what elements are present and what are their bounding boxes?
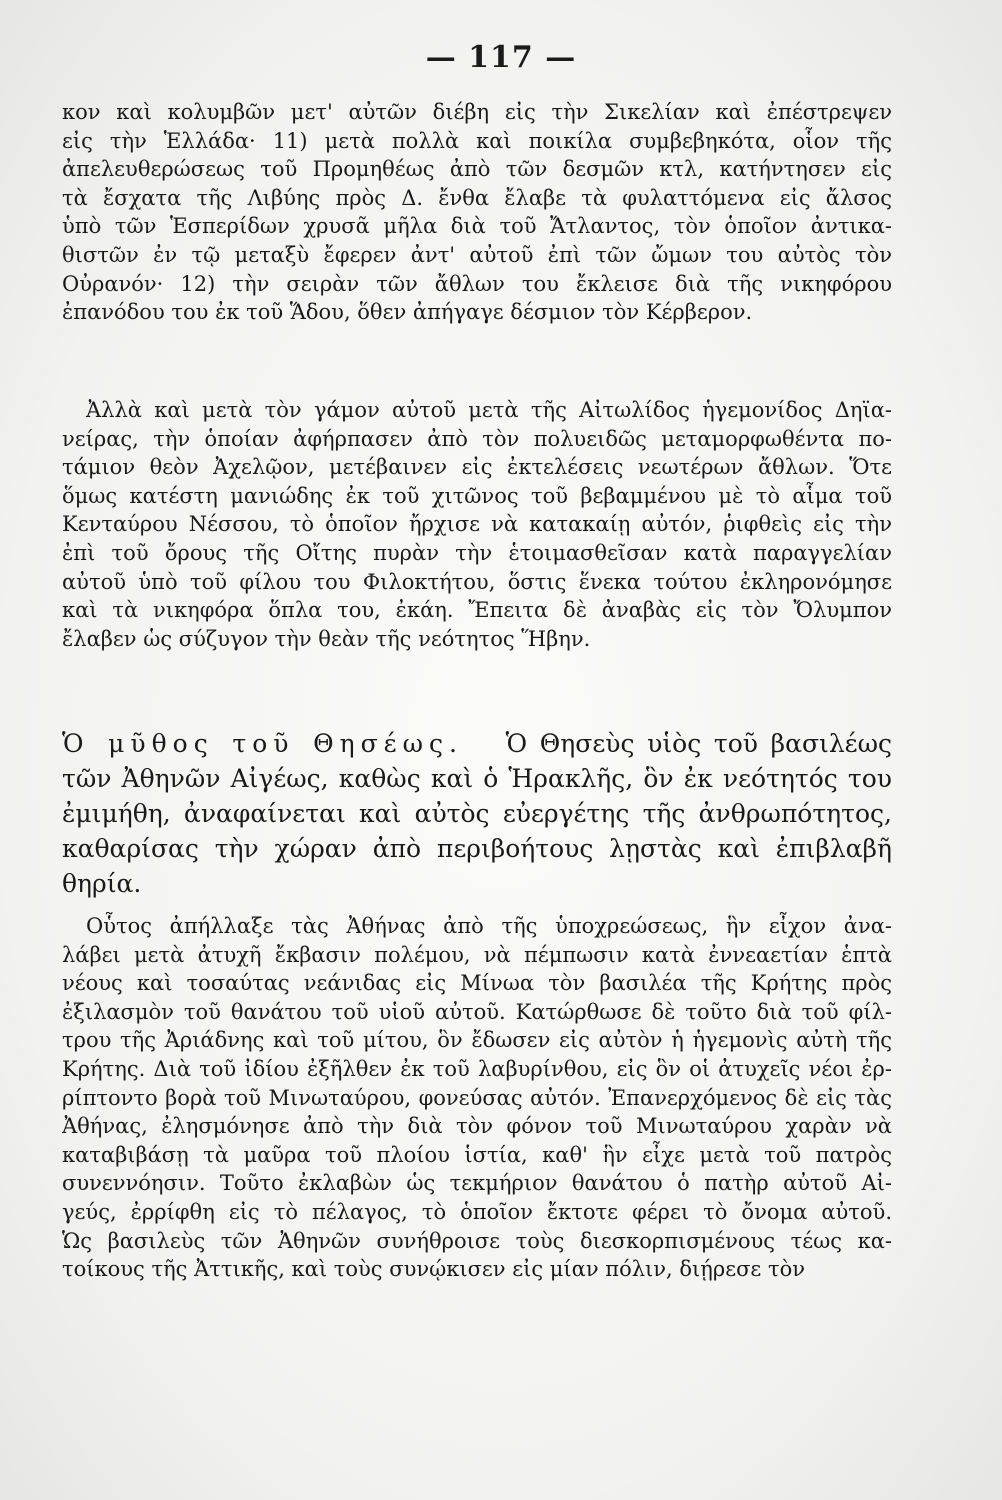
paragraph-heracles-labors	[62, 98, 892, 327]
section-line: καθαρίσας τὴν χώραν ἀπὸ περιβοήτους λῃστὰς καὶ ἐπιβλαβῆ	[62, 834, 892, 863]
text-line: Κρήτης. Διὰ τοῦ ἰδίου ἐξῆλθεν ἐκ τοῦ λαβυρίνθου, εἰς ὃν οἱ ἀτυχεῖς νέοι ἐρ-	[62, 1056, 892, 1081]
text-line: εἰς τὴν Ἑλλάδα· 11) μετὰ πολλὰ καὶ ποικίλα συμβεβηκότα, οἷον τῆς	[62, 128, 892, 153]
section-line: ἐμιμήθη, ἀναφαίνεται καὶ αὐτὸς εὐεργέτης τῆς ἀνθρωπότητος,	[62, 799, 892, 828]
section-first-line	[62, 726, 892, 761]
text-line: ἀπελευθερώσεως τοῦ Προμηθέως ἀπὸ τῶν δεσμῶν κτλ, κατήντησεν εἰς	[62, 157, 892, 182]
text-line: ὑπὸ τῶν Ἑσπερίδων χρυσᾶ μῆλα διὰ τοῦ Ἄτλαντος, τὸν ὁποῖον ἀντικα-	[62, 214, 892, 239]
text-line: τὰ ἔσχατα τῆς Λιβύης πρὸς Δ. ἔνθα ἔλαβε τὰ φυλαττόμενα εἰς ἄλσος	[62, 185, 892, 210]
text-line: συνεννόησιν. Τοῦτο ἐκλαβὼν ὡς τεκμήριον θανάτου ὁ πατὴρ αὐτοῦ Αἰ-	[62, 1171, 892, 1196]
text-line: Κενταύρου Νέσσου, τὸ ὁποῖον ἤρχισε νὰ κατακαίῃ αὐτόν, ῥιφθεὶς εἰς τὴν	[62, 512, 892, 537]
text-line: γεύς, ἐρρίφθη εἰς τὸ πέλαγος, τὸ ὁποῖον ἔκτοτε φέρει τὸ ὄνομα αὐτοῦ.	[62, 1199, 892, 1224]
text-line: Οὗτος ἀπήλλαξε τὰς Ἀθήνας ἀπὸ τῆς ὑποχρεώσεως, ἣν εἶχον ἀνα-	[86, 914, 892, 938]
section-theseus	[62, 726, 892, 901]
page-number: — 117 —	[425, 40, 577, 75]
text-line: Ἀλλὰ καὶ μετὰ τὸν γάμον αὐτοῦ μετὰ τῆς Αἰτωλίδος ἡγεμονίδος Δηϊα-	[86, 398, 892, 422]
paragraph-heracles-death	[62, 396, 892, 653]
text-line: θιστῶν ἐν τῷ μεταξὺ ἔφερεν ἀντ' αὐτοῦ ἐπὶ τῶν ὤμων του αὐτὸς τὸν	[62, 242, 892, 267]
text-line: νείρας, τὴν ὁποίαν ἀφήρπασεν ἀπὸ τὸν πολυειδῶς μεταμορφωθέντα πο-	[62, 426, 892, 451]
section-title: Ὁ μῦθος τοῦ Θησέως.	[62, 729, 463, 758]
text-line: ρίπτοντο βορὰ τοῦ Μινωταύρου, φονεύσας αὐτόν. Ἐπανερχόμενος δὲ εἰς τὰς	[62, 1085, 892, 1110]
text-line: ὅμως κατέστη μανιώδης ἐκ τοῦ χιτῶνος τοῦ βεβαμμένου μὲ τὸ αἷμα τοῦ	[62, 483, 892, 508]
text-line: νέους καὶ τοσαύτας νεάνιδας εἰς Μίνωα τὸν βασιλέα τῆς Κρήτης πρὸς	[62, 971, 892, 996]
paragraph-theseus-deeds	[62, 912, 892, 1284]
section-line: τῶν Ἀθηνῶν Αἰγέως, καθὼς καὶ ὁ Ἡρακλῆς, ὃν ἐκ νεότητός του	[62, 764, 892, 793]
text-line: τάμιον θεὸν Ἀχελῷον, μετέβαινεν εἰς ἐκτελέσεις νεωτέρων ἄθλων. Ὅτε	[62, 455, 892, 480]
text-line: Ὡς βασιλεὺς τῶν Ἀθηνῶν συνήθροισε τοὺς διεσκορπισμένους τέως κα-	[62, 1228, 892, 1253]
text-line: καταβιβάσῃ τὰ μαῦρα τοῦ πλοίου ἱστία, καθ' ἣν εἶχε μετὰ τοῦ πατρὸς	[62, 1142, 892, 1167]
text-line: Ἀθήνας, ἐλησμόνησε ἀπὸ τὴν διὰ τὸν φόνον τοῦ Μινωταύρου χαρὰν νὰ	[62, 1114, 892, 1139]
text-line: τρου τῆς Ἀριάδνης καὶ τοῦ μίτου, ὃν ἔδωσεν εἰς αὐτὸν ἡ ἡγεμονὶς αὐτὴ τῆς	[62, 1028, 892, 1053]
section-line: Ὁ Θησεὺς υἱὸς τοῦ βασιλέως	[505, 729, 892, 758]
text-line: λάβει μετὰ ἀτυχῆ ἔκβασιν πολέμου, νὰ πέμπωσιν κατὰ ἐννεαετίαν ἑπτὰ	[62, 942, 892, 967]
text-line: ἐξιλασμὸν τοῦ θανάτου τοῦ υἱοῦ αὐτοῦ. Κατώρθωσε δὲ τοῦτο διὰ τοῦ φίλ-	[62, 999, 892, 1024]
text-line: ἐπανόδου του ἐκ τοῦ Ἅδου, ὅθεν ἀπήγαγε δέσμιον τὸν Κέρβερον.	[62, 300, 753, 325]
text-line: αὐτοῦ ὑπὸ τοῦ φίλου του Φιλοκτήτου, ὅστις ἕνεκα τούτου ἐκληρονόμησε	[62, 569, 892, 594]
text-line: κον καὶ κολυμβῶν μετ' αὐτῶν διέβη εἰς τὴν Σικελίαν καὶ ἐπέστρεψεν	[62, 100, 892, 124]
text-line: καὶ τὰ νικηφόρα ὅπλα του, ἐκάη. Ἔπειτα δὲ ἀναβὰς εἰς τὸν Ὄλυμπον	[62, 598, 892, 623]
text-line: Οὐρανόν· 12) τὴν σειρὰν τῶν ἄθλων του ἔκλεισε διὰ τῆς νικηφόρου	[62, 271, 892, 296]
text-line: ἐπὶ τοῦ ὄρους τῆς Οἴτης πυρὰν τὴν ἑτοιμασθεῖσαν κατὰ παραγγελίαν	[62, 540, 892, 565]
section-line: θηρία.	[62, 869, 142, 898]
text-line: τοίκους τῆς Ἀττικῆς, καὶ τοὺς συνῴκισεν εἰς μίαν πόλιν, διῄρεσε τὸν	[62, 1257, 805, 1282]
text-line: ἔλαβεν ὡς σύζυγον τὴν θεὰν τῆς νεότητος Ἥβην.	[62, 626, 591, 651]
